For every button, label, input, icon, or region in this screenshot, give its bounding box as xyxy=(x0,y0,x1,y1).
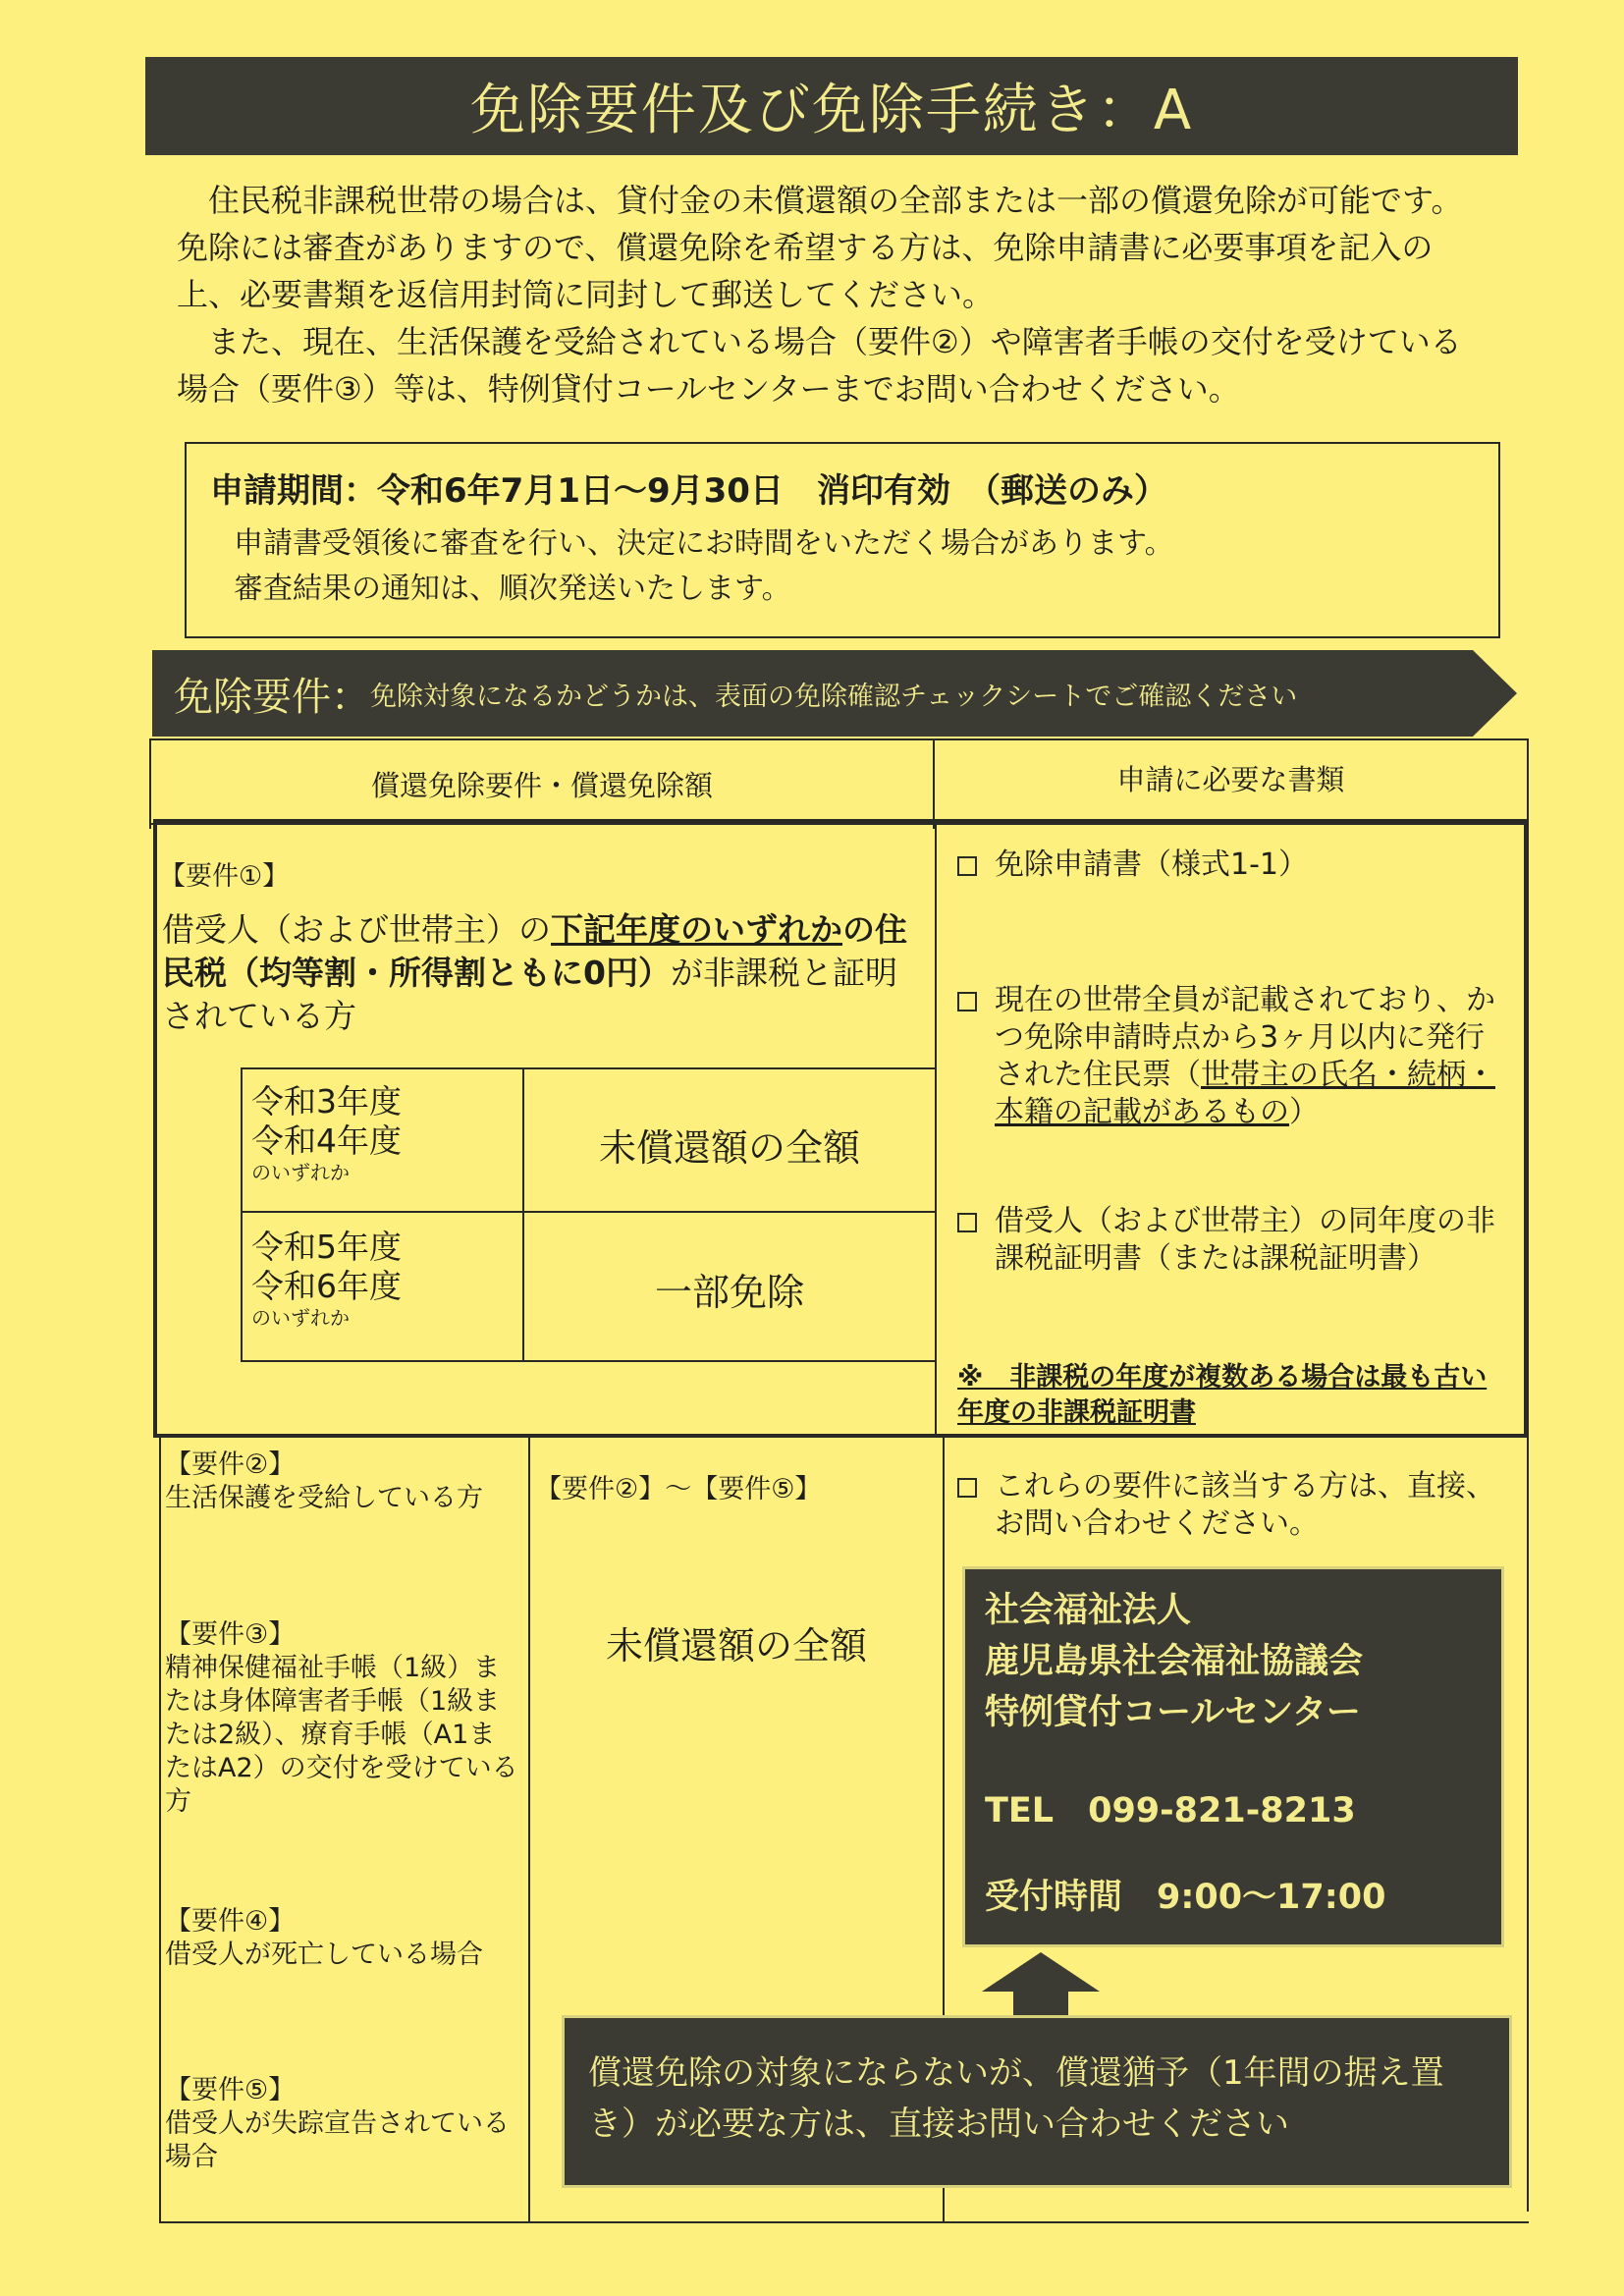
contact-org-2: 鹿児島県社会福祉協議会 xyxy=(985,1642,1364,1681)
requirement-3: 【要件③】 精神保健福祉手帳（1級）または身体障害者手帳（1級または2級）、療育手帳（A1またはA2）の交付を受けている方 xyxy=(165,1619,518,1817)
requirements-header-subtitle: 免除対象になるかどうかは、表面の免除確認チェックシートでご確認ください xyxy=(370,681,1298,712)
call-center-contact-box xyxy=(962,1566,1504,1947)
contact-tel[interactable]: TEL 099-821-8213 xyxy=(985,1791,1356,1831)
requirements-header xyxy=(152,650,1517,737)
deferment-note-box: 償還免除の対象にならないが、償還猶予（1年間の据え置き）が必要な方は、直接お問い合わせください xyxy=(562,2015,1512,2188)
intro-text xyxy=(177,177,1492,412)
page-title: 免除要件及び免除手続き：A xyxy=(145,57,1518,155)
checkbox-icon xyxy=(957,1213,977,1232)
checkbox-icon xyxy=(957,1478,977,1498)
checkbox-icon xyxy=(957,856,977,876)
document-item-contact: これらの要件に該当する方は、直接、お問い合わせください。 xyxy=(957,1468,1507,1543)
period-note-1: 申請書受領後に審査を行い、決定にお時間をいただく場合があります。 xyxy=(234,526,1174,561)
amount-full: 未償還額の全額 xyxy=(598,1126,860,1170)
requirement-1-text: 借受人（および世帯主）の下記年度のいずれかの住民税（均等割・所得割ともに0円）が非課税と証明されている方 xyxy=(162,910,907,1035)
application-period-box xyxy=(185,442,1500,638)
document-item-1: 免除申請書（様式1-1） xyxy=(957,847,1507,884)
contact-org-3: 特例貸付コールセンター xyxy=(985,1693,1361,1732)
column-header-documents: 申請に必要な書類 xyxy=(1116,763,1345,796)
contact-org-1: 社会福祉法人 xyxy=(985,1591,1192,1630)
requirement-1-label: 【要件①】 xyxy=(159,861,290,892)
year-range-2: 令和5年度 令和6年度 のいずれか xyxy=(251,1228,402,1330)
requirement-4: 【要件④】 借受人が死亡している場合 xyxy=(165,1906,483,1970)
intro-paragraph-1: 住民税非課税世帯の場合は、貸付金の未償還額の全部または一部の償還免除が可能です。免除には審査がありますので、償還免除を希望する方は、免除申請書に必要事項を記入の上、必要書類を返信用封筒に同封して郵送してください。 xyxy=(177,182,1463,313)
amount-partial: 一部免除 xyxy=(654,1271,804,1314)
application-period-title: 申請期間：令和6年7月1日～9月30日 消印有効 （郵送のみ） xyxy=(210,471,1167,511)
up-arrow-icon xyxy=(982,1952,1100,2019)
document-item-2: 現在の世帯全員が記載されており、かつ免除申請時点から3ヶ月以内に発行された住民票（世帯主の氏名・続柄・本籍の記載があるもの） xyxy=(957,982,1507,1131)
requirement-range-label: 【要件②】～【要件⑤】 xyxy=(535,1474,822,1504)
requirement-5: 【要件⑤】 借受人が失踪宣告されている場合 xyxy=(165,2075,510,2172)
contact-hours: 受付時間 9:00～17:00 xyxy=(985,1878,1386,1917)
year-range-1: 令和3年度 令和4年度 のいずれか xyxy=(251,1082,402,1184)
document-item-3: 借受人（および世帯主）の同年度の非課税証明書（または課税証明書） xyxy=(957,1203,1507,1278)
requirements-header-title: 免除要件： xyxy=(174,674,370,720)
column-header-requirements: 償還免除要件・償還免除額 xyxy=(370,769,713,802)
intro-paragraph-2: また、現在、生活保護を受給されている場合（要件②）や障害者手帳の交付を受けている場合（要件③）等は、特例貸付コールセンターまでお問い合わせください。 xyxy=(177,323,1462,408)
requirement-2: 【要件②】 生活保護を受給している方 xyxy=(165,1449,483,1513)
checkbox-icon xyxy=(957,992,977,1011)
period-note-2: 審査結果の通知は、順次発送いたします。 xyxy=(234,572,791,606)
document-note: ※ 非課税の年度が複数ある場合は最も古い年度の非課税証明書 xyxy=(957,1362,1488,1428)
amount-full-lower: 未償還額の全額 xyxy=(605,1624,867,1667)
